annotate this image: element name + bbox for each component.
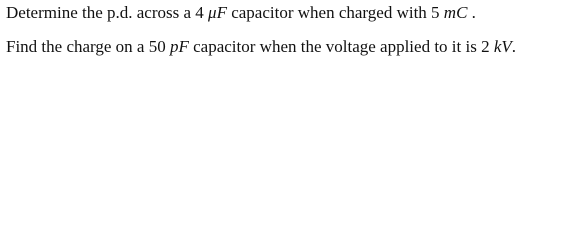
document-body	[6, 0, 572, 87]
question-1-text-start: Determine the p.d. across a 4	[6, 3, 209, 22]
question-2-capacitance-unit: pF	[169, 37, 189, 56]
question-1-charge-unit: mC	[443, 3, 468, 22]
question-1-capacitance-unit: μF	[208, 3, 227, 22]
question-2-text-middle: capacitor when the voltage applied to it is 2	[188, 37, 494, 56]
question-1	[6, 3, 476, 23]
question-2-text-start: Find the charge on a 50	[6, 37, 170, 56]
question-1-text-end: .	[467, 3, 476, 22]
question-2-voltage-unit: kV	[493, 37, 512, 56]
question-1-text-middle: capacitor when charged with 5	[226, 3, 444, 22]
question-2-text-end: .	[511, 37, 517, 56]
question-2	[6, 37, 516, 57]
